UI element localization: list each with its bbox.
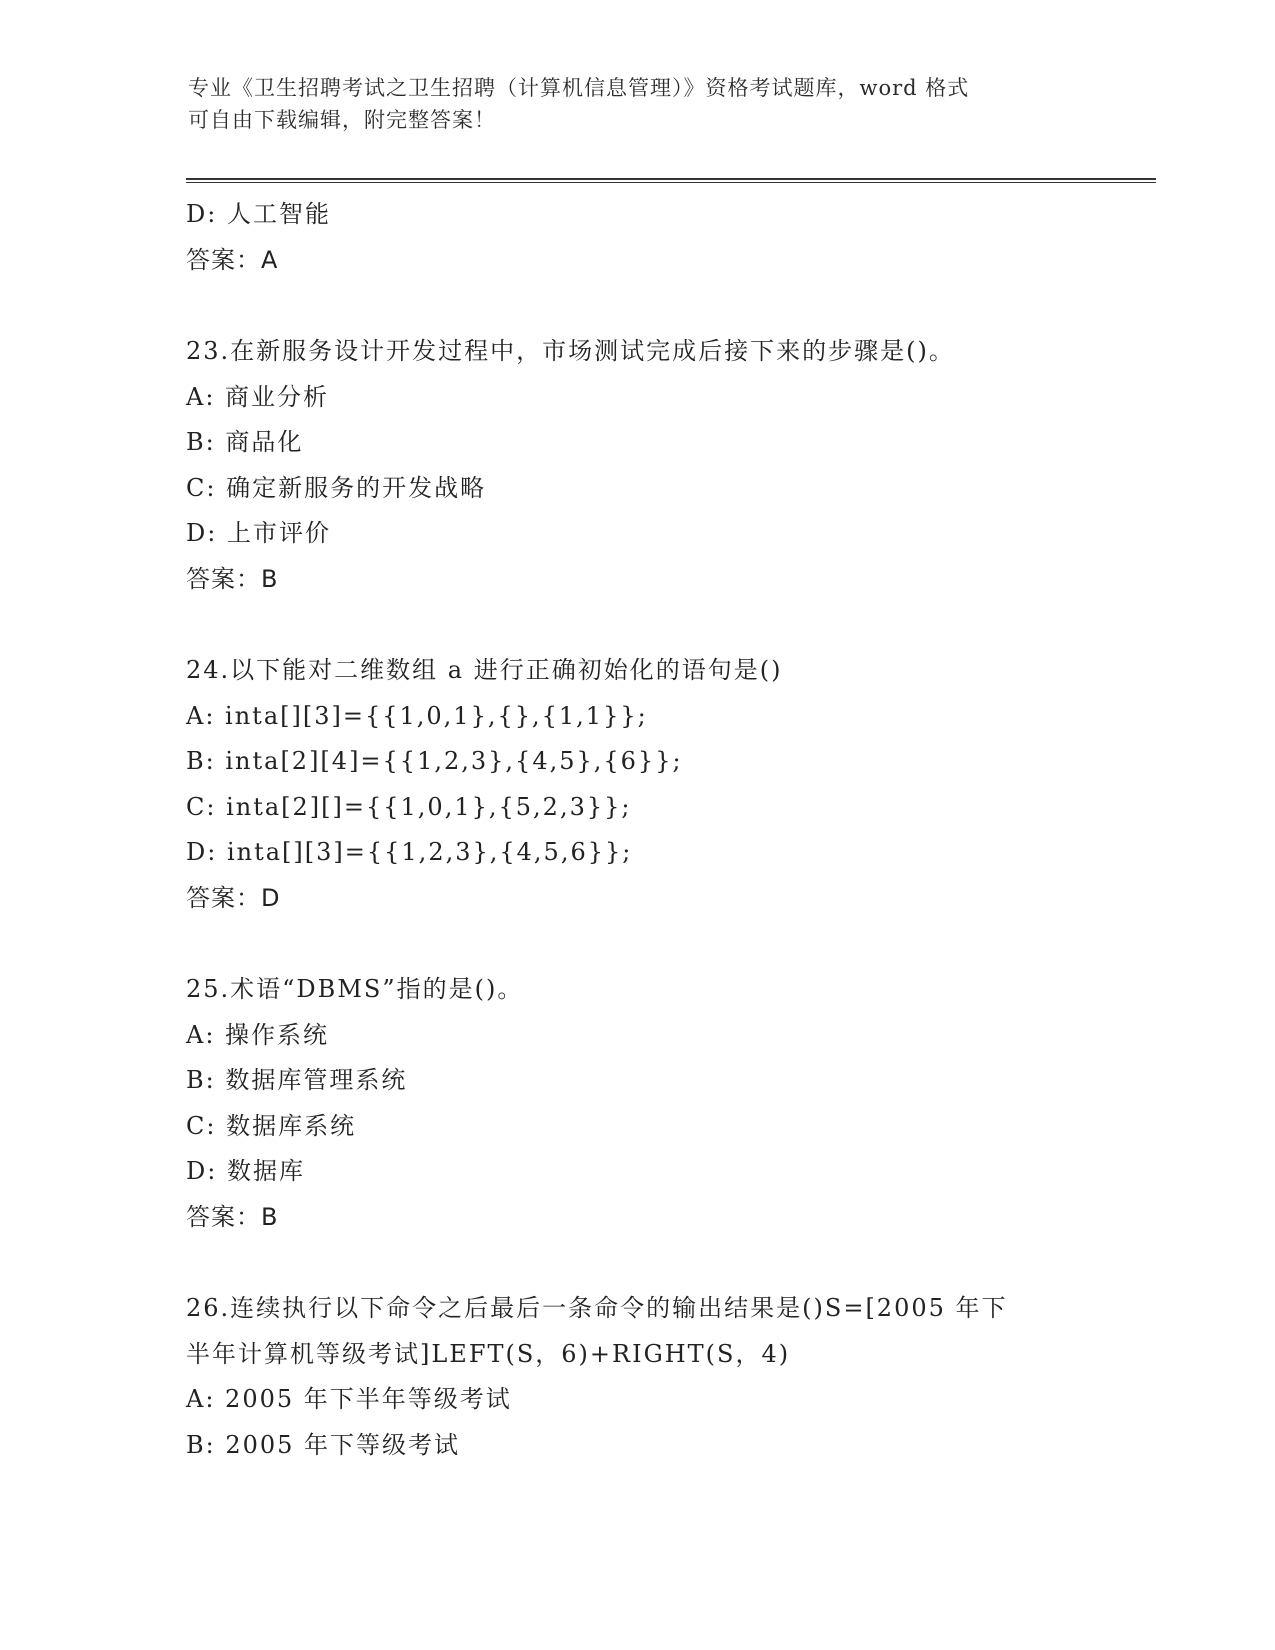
option-c: C: 数据库系统 xyxy=(186,1111,357,1140)
question-25 xyxy=(186,967,1146,1240)
question-list xyxy=(186,192,1146,1468)
option-a: A: inta[][3]={{1,0,1},{},{1,1}}; xyxy=(186,701,648,730)
question-26 xyxy=(186,1286,1146,1468)
answer-label: 答案：A xyxy=(186,245,279,274)
question-stem: 23.在新服务设计开发过程中，市场测试完成后接下来的步骤是()。 xyxy=(186,337,955,365)
option-a: A: 商业分析 xyxy=(186,382,330,411)
question-stem-line-1: 26.连续执行以下命令之后最后一条命令的输出结果是()S=[2005 年下 xyxy=(186,1294,1008,1322)
question-24 xyxy=(186,648,1146,921)
header-line-1: 专业《卫生招聘考试之卫生招聘（计算机信息管理）》资格考试题库，word 格式 xyxy=(188,76,970,100)
header-divider xyxy=(186,178,1156,183)
document-header xyxy=(188,72,1088,136)
option-b: B: 商品化 xyxy=(186,428,304,456)
answer-label: 答案：D xyxy=(186,883,281,912)
option-d: D: inta[][3]={{1,2,3},{4,5,6}}; xyxy=(186,838,633,866)
question-23 xyxy=(186,329,1146,602)
option-d: D: 上市评价 xyxy=(186,519,331,547)
answer-label: 答案：B xyxy=(186,1202,279,1231)
header-line-2: 可自由下载编辑，附完整答案！ xyxy=(188,108,496,132)
option-b: B: 2005 年下等级考试 xyxy=(186,1430,461,1459)
option-c: C: inta[2][]={{1,0,1},{5,2,3}}; xyxy=(186,792,632,821)
option-d: D: 人工智能 xyxy=(186,200,331,228)
question-stem-line-2: 半年计算机等级考试]LEFT(S，6)+RIGHT(S，4) xyxy=(186,1339,791,1368)
option-b: B: inta[2][4]={{1,2,3},{4,5},{6}}; xyxy=(186,747,683,775)
question-stem: 25.术语“DBMS”指的是()。 xyxy=(186,975,524,1003)
option-c: C: 确定新服务的开发战略 xyxy=(186,473,487,502)
question-stem: 24.以下能对二维数组 a 进行正确初始化的语句是() xyxy=(186,656,783,684)
option-b: B: 数据库管理系统 xyxy=(186,1066,408,1094)
option-d: D: 数据库 xyxy=(186,1157,305,1185)
option-a: A: 操作系统 xyxy=(186,1020,330,1049)
answer-label: 答案：B xyxy=(186,564,279,593)
option-a: A: 2005 年下半年等级考试 xyxy=(186,1385,512,1413)
